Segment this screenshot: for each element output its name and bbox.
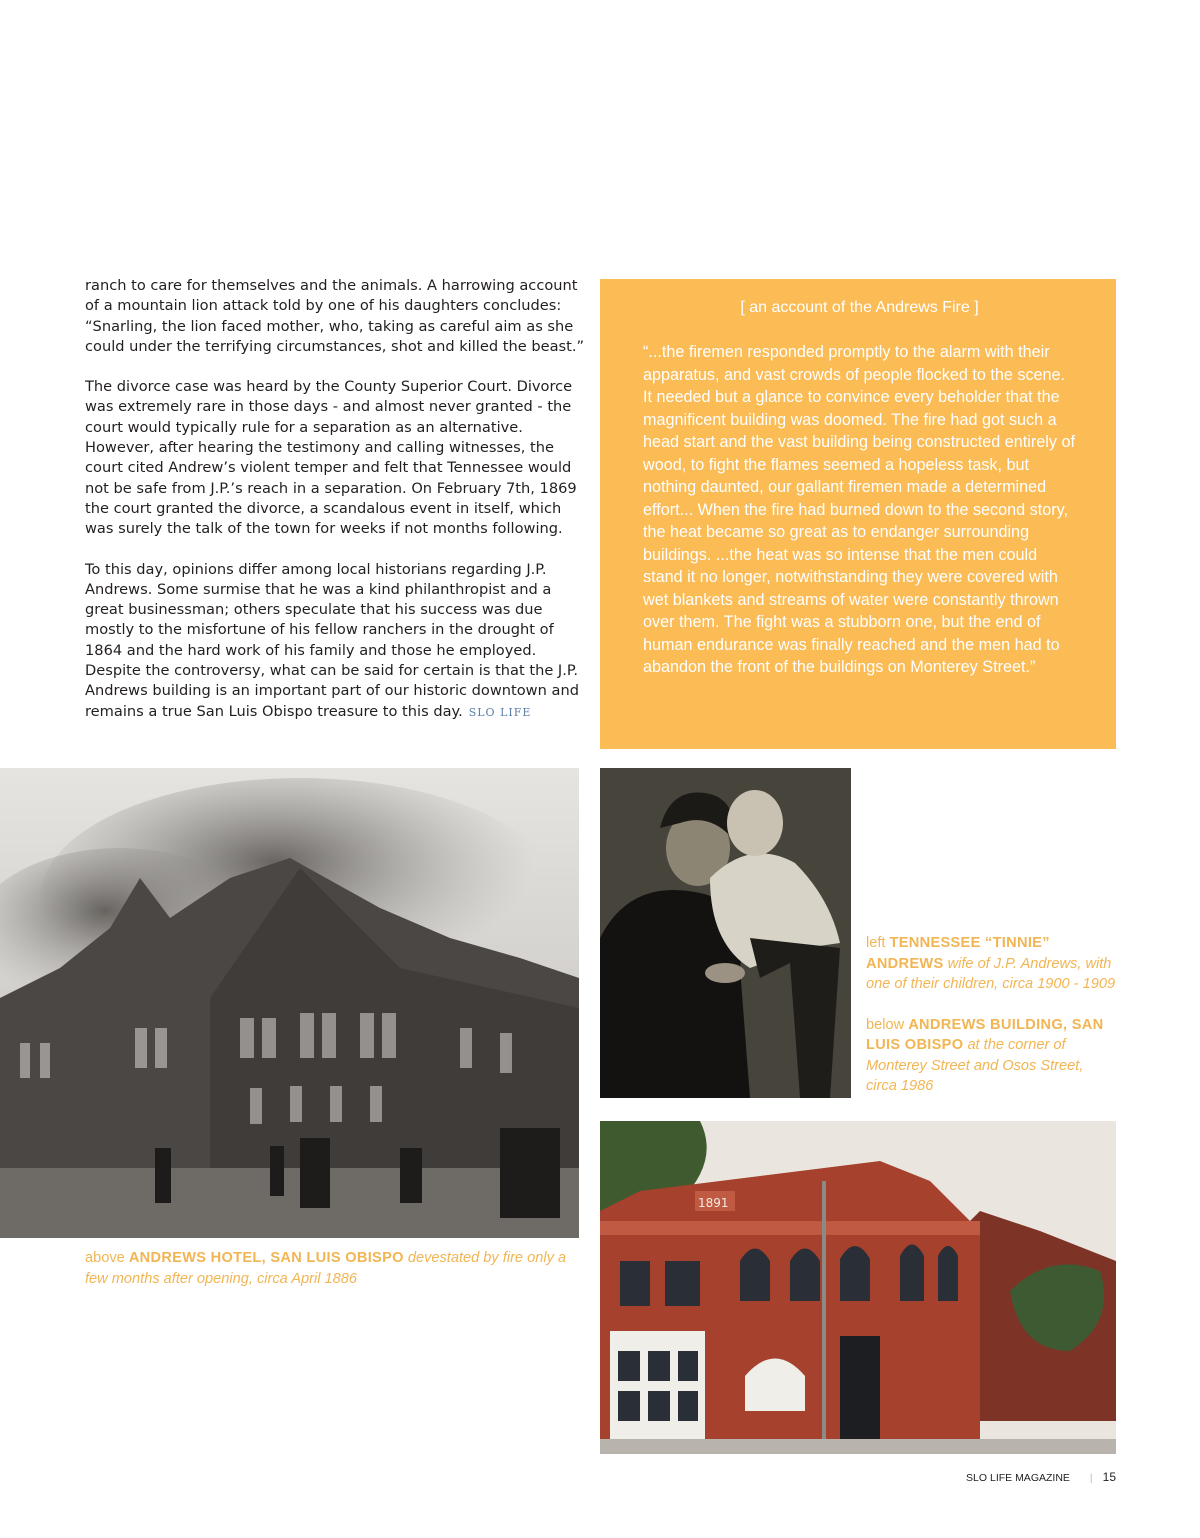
building-caption-description: at the corner of Monterey Street and Osos Street, circa 1986 xyxy=(866,1037,1084,1094)
building-date-plaque: 1891 xyxy=(698,1196,729,1210)
andrews-building-photo xyxy=(600,1121,1116,1454)
hotel-caption xyxy=(85,1248,575,1289)
tinnie-caption-description: wife of J.P. Andrews, with one of their children, circa 1900 - 1909 xyxy=(866,955,1116,992)
hotel-caption-description: devestated by fire only a few months after opening, circa April 1886 xyxy=(85,1250,567,1287)
body-paragraph-2: The divorce case was heard by the County Superior Court. Divorce was extremely rare in those days - and almost never granted - the court would typically rule for a separation as an alternative. However, after hearing the testimony and calling witnesses, the court cited Andrew’s violent temper and felt that Tennessee would not be safe from J.P.’s reach in a separation. On February 7th, 1869 the court granted the divorce, a scandalous event in itself, which was surely the talk of the town for weeks if not months following. xyxy=(85,378,577,538)
andrews-hotel-fire-photo xyxy=(0,768,579,1238)
sidebar-title: [ an account of the Andrews Fire ] xyxy=(740,299,979,316)
article-body xyxy=(85,276,590,743)
footer-magazine-name: SLO LIFE MAGAZINE xyxy=(966,1472,1070,1484)
page-number: 15 xyxy=(1102,1470,1116,1484)
hotel-caption-subject: ANDREWS HOTEL, SAN LUIS OBISPO xyxy=(128,1250,404,1266)
slo-life-signature: SLO LIFE xyxy=(468,705,532,719)
hotel-caption-prefix: above xyxy=(85,1250,125,1266)
tinnie-caption-subject: TENNESSEE “TINNIE” ANDREWS xyxy=(866,935,1050,972)
body-paragraph-3 xyxy=(85,560,590,723)
tinnie-caption-prefix: left xyxy=(866,935,886,951)
tinnie-caption xyxy=(866,933,1118,995)
building-caption-subject: ANDREWS BUILDING, SAN LUIS OBISPO xyxy=(866,1016,1104,1053)
building-caption-prefix: below xyxy=(866,1016,905,1033)
portrait-and-building-captions xyxy=(866,933,1118,1117)
body-paragraph-1: ranch to care for themselves and the animals. A harrowing account of a mountain lion attack told by one of his daughters concludes: “Snarling, the lion faced mother, who, taking as careful aim as she could under the terrifying circumstances, shot and killed the beast.” xyxy=(85,277,585,355)
body-paragraph-3-text: To this day, opinions differ among local historians regarding J.P. Andrews. Some surmise that he was a kind philanthropist and a great businessman; others speculate that his success was due mostly to the misfortune of his fellow ranchers in the drought of 1864 and the hard work of his family and those he employed. Despite the controversy, what can be said for certain is that the J.P. Andrews building is an important part of our historic downtown and remains a true San Luis Obispo treasure to this day. xyxy=(85,560,579,720)
sidebar-quote: “...the firemen responded promptly to the alarm with their apparatus, and vast crowds of people flocked to the scene. It needed but a glance to convince every beholder that the magnificent building was doomed. The fire had got such a head start and the vast building being constructed entirely of wood, to fight the flames seemed a hopeless task, but nothing daunted, our gallant firemen made a determined effort... When the fire had burned down to the second story, the heat became so great as to endanger surrounding buildings. ...the heat was so intense that the men could stand it no longer, notwithstanding they were covered with wet blankets and streams of water were constantly thrown over them. The fight was a stubborn one, but the end of human endurance was finally reached and the men had to abandon the front of the buildings on Monterey Street.” xyxy=(643,343,1075,676)
building-caption xyxy=(866,1015,1118,1097)
tinnie-andrews-portrait-photo xyxy=(600,768,851,1098)
page-footer xyxy=(900,1470,1116,1484)
footer-separator: | xyxy=(1089,1472,1093,1484)
fire-account-sidebar xyxy=(600,279,1116,749)
